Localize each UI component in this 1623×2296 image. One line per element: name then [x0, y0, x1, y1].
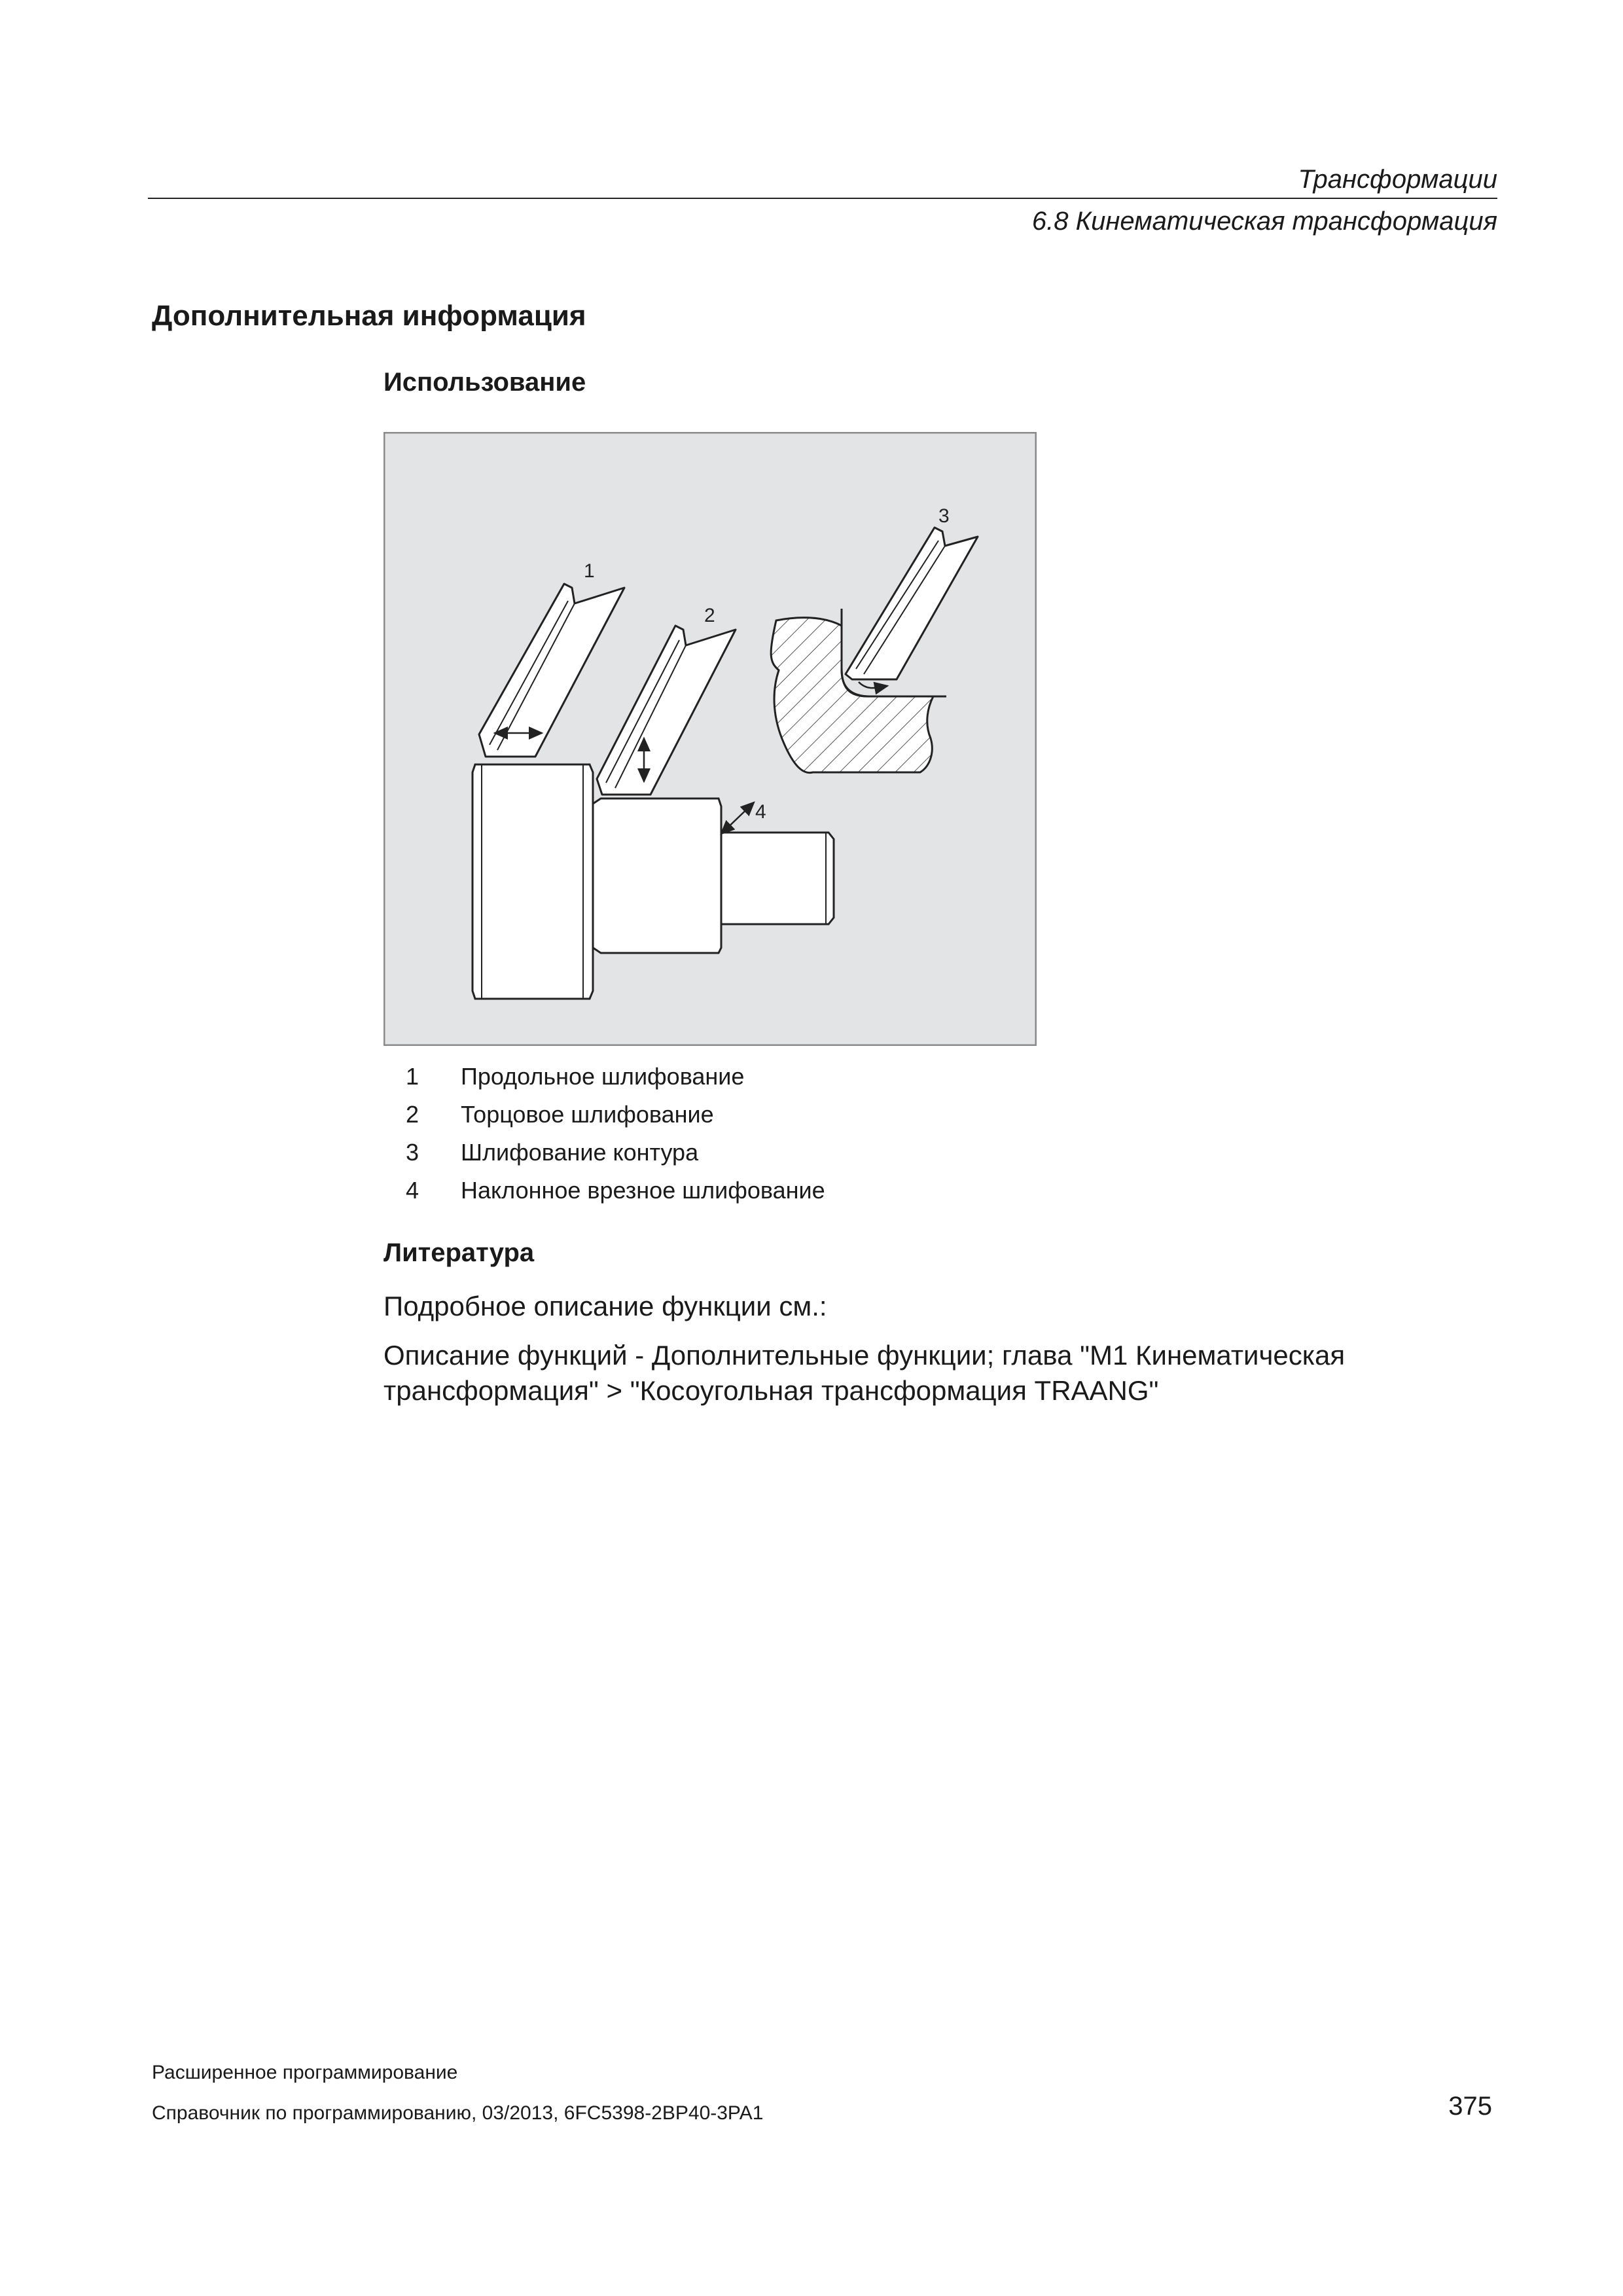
- header-section-title: 6.8 Кинематическая трансформация: [1031, 207, 1497, 236]
- legend-item: [383, 1063, 1169, 1101]
- main-heading: Дополнительная информация: [152, 300, 586, 332]
- literature-reference: Описание функций - Дополнительные функции; глава "M1 Кинематическая трансформация" > "Косоугольная трансформация TRAANG": [383, 1340, 1346, 1406]
- legend-text: Торцовое шлифование: [461, 1101, 714, 1128]
- usage-heading: Использование: [383, 368, 586, 397]
- legend-item: [383, 1101, 1169, 1139]
- footer-reference: Справочник по программированию, 03/2013, 6FC5398-2BP40-3PA1: [152, 2102, 764, 2124]
- legend-number: 2: [406, 1101, 419, 1128]
- figure-legend: [383, 1063, 1169, 1215]
- legend-number: 3: [406, 1139, 419, 1166]
- callout-4: 4: [755, 801, 766, 823]
- legend-text: Продольное шлифование: [461, 1063, 745, 1090]
- callout-1: 1: [584, 560, 595, 582]
- callout-3: 3: [938, 505, 950, 527]
- footer-title: Расширенное программирование: [152, 2062, 458, 2083]
- page-number: 375: [1448, 2092, 1492, 2121]
- legend-text: Шлифование контура: [461, 1139, 699, 1166]
- literature-heading: Литература: [383, 1238, 535, 1267]
- header-chapter-title: Трансформации: [1298, 165, 1497, 194]
- header-rule: [148, 198, 1497, 199]
- callout-2: 2: [704, 605, 715, 626]
- legend-item: [383, 1139, 1169, 1177]
- grinding-figure: [383, 432, 1037, 1046]
- legend-number: 4: [406, 1177, 419, 1204]
- legend-item: [383, 1177, 1169, 1215]
- literature-intro: Подробное описание функции см.:: [383, 1291, 827, 1321]
- legend-number: 1: [406, 1063, 419, 1090]
- legend-text: Наклонное врезное шлифование: [461, 1177, 825, 1204]
